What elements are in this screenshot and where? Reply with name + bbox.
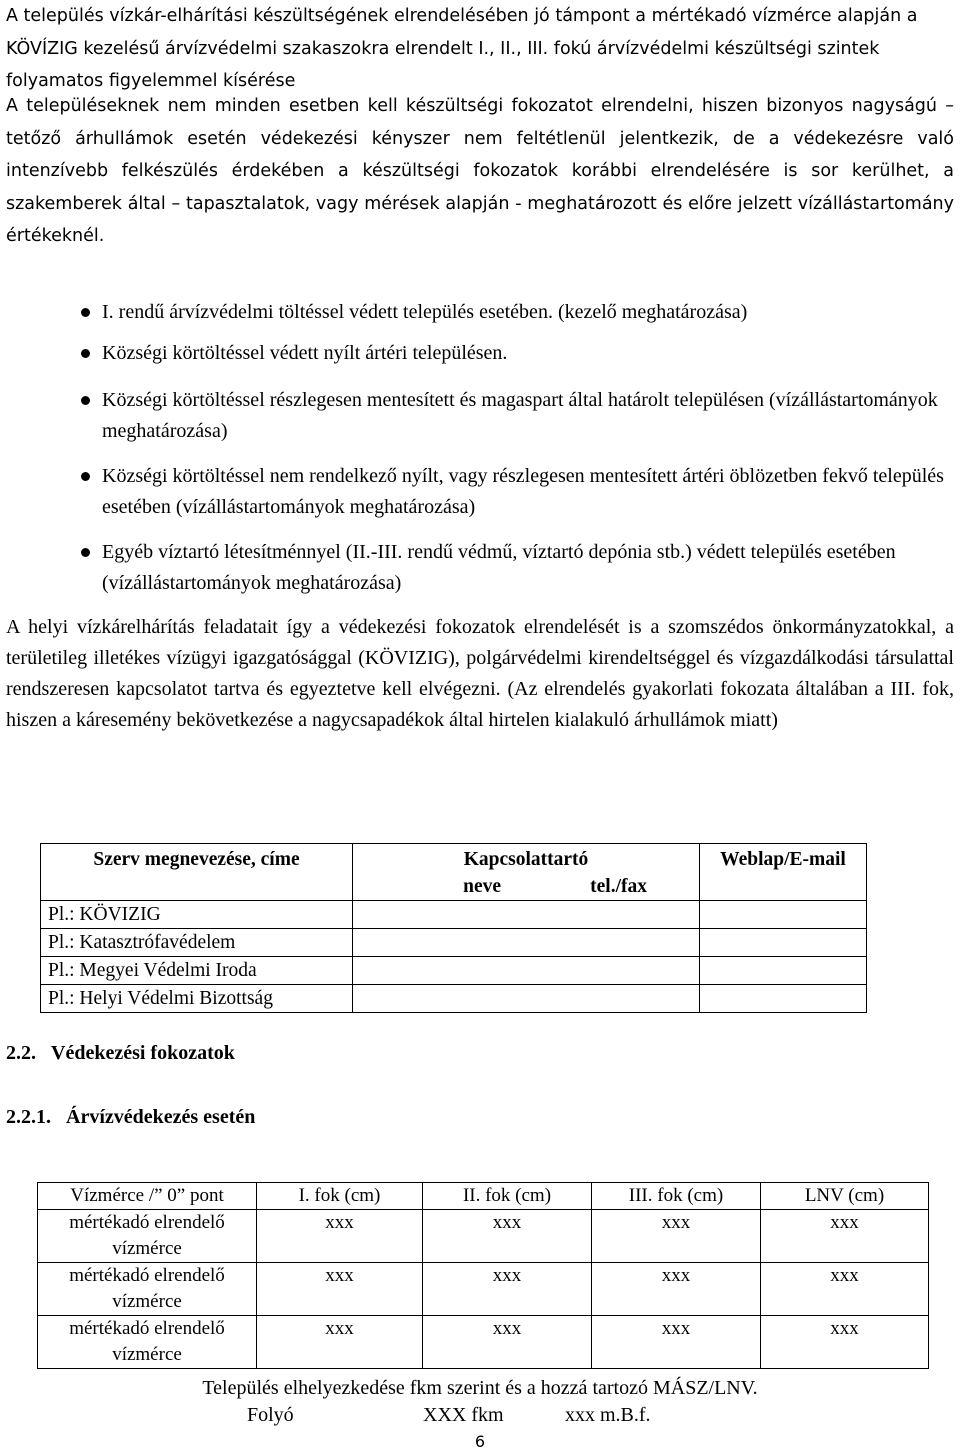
list-item: Községi körtöltéssel nem rendelkező nyílt, vagy részlegesen mentesített ártéri öblözetben fekvő település esetében (vízállástartományok meghatározása) xyxy=(78,461,954,522)
table-cell: xxx xyxy=(423,1210,592,1263)
contact-header-name: neve xyxy=(463,876,501,897)
table-header: III. fok (cm) xyxy=(592,1183,761,1210)
bullet-icon xyxy=(81,472,90,481)
table-cell: xxx xyxy=(257,1210,423,1263)
bullet-icon xyxy=(81,548,90,557)
table-header-org: Szerv megnevezése, címe xyxy=(41,844,353,901)
table-cell: Pl.: Helyi Védelmi Bizottság xyxy=(41,985,353,1013)
table-cell: xxx xyxy=(592,1316,761,1369)
table-cell xyxy=(353,985,700,1013)
table-cell xyxy=(700,901,867,929)
table-cell: Pl.: Katasztrófavédelem xyxy=(41,929,353,957)
list-item: I. rendű árvízvédelmi töltéssel védett település esetében. (kezelő meghatározása) xyxy=(78,297,954,328)
table-cell xyxy=(353,901,700,929)
footer-location-values xyxy=(0,1404,960,1430)
table-cell: xxx xyxy=(592,1263,761,1316)
table-cell: xxx xyxy=(423,1316,592,1369)
table-header: II. fok (cm) xyxy=(423,1183,592,1210)
fkm-value: XXX fkm xyxy=(423,1404,504,1426)
table-cell: xxx xyxy=(257,1263,423,1316)
table-cell: Pl.: KÖVIZIG xyxy=(41,901,353,929)
table-cell xyxy=(700,985,867,1013)
table-cell xyxy=(700,957,867,985)
table-header: Vízmérce /” 0” pont xyxy=(38,1183,257,1210)
table-row xyxy=(38,1263,929,1316)
footer-location-note: Település elhelyezkedése fkm szerint és a hozzá tartozó MÁSZ/LNV. xyxy=(202,1377,758,1399)
second-paragraph: A településeknek nem minden esetben kell készültségi fokozatot elrendelni, hiszen bizonyos nagyságú – tetőző árhullámok esetén védekezési kényszer nem feltétlenül jelentkezik, de a védekezésre való intenzívebb felkészülés érdekében a készültségi fokozatok korábbi elrendelésére is sor kerülhet, a szakemberek által – tapasztalatok, vagy mérések alapján - meghatározott és előre jelzett vízállástartomány értékeknél. xyxy=(6,96,954,246)
intro-paragraph: A település vízkár-elhárítási készültségének elrendelésében jó támpont a mértékadó vízmérce alapján a KÖVÍZIG kezelésű árvízvédelmi szakaszokra elrendelt I., II., III. fokú árvízvédelmi készültségi szintek folyamatos figyelemmel kísérése xyxy=(6,6,918,91)
contacts-table xyxy=(40,843,867,1013)
table-row xyxy=(38,1210,929,1263)
bullet-icon xyxy=(81,308,90,317)
table-row xyxy=(38,1316,929,1369)
river-label: Folyó xyxy=(247,1404,294,1426)
table-cell xyxy=(353,929,700,957)
contact-header-phone: tel./fax xyxy=(590,876,647,897)
table-header-contact xyxy=(353,844,700,901)
list-item: Községi körtöltéssel részlegesen mentesített és magaspart által határolt településen (vízállástartományok meghatározása) xyxy=(78,385,954,446)
bullet-icon xyxy=(81,349,90,358)
table-cell xyxy=(700,929,867,957)
section-heading-2-2: 2.2. Védekezési fokozatok xyxy=(6,1042,235,1064)
contact-header-title: Kapcsolattartó xyxy=(463,849,589,870)
table-cell: xxx xyxy=(761,1263,929,1316)
cooperation-paragraph: A helyi vízkárelhárítás feladatait így a védekezési fokozatok elrendelését is a szomszédos önkormányzatokkal, a területileg illetékes vízügyi igazgatósággal (KÖVIZIG), polgárvédelmi kirendeltséggel és vízgazdálkodási társulattal rendszeresen kapcsolatot tartva és egyeztetve kell elvégezni. (Az elrendelés gyakorlati fokozata általában a III. fok, hiszen a káresemény bekövetkezése a nagycsapadékok által hirtelen kialakuló árhullámok miatt) xyxy=(6,616,954,731)
section-heading-2-2-1: 2.2.1. Árvízvédekezés esetén xyxy=(6,1106,256,1128)
table-cell: xxx xyxy=(761,1210,929,1263)
table-cell: mértékadó elrendelő vízmérce xyxy=(38,1316,257,1369)
mbf-value: xxx m.B.f. xyxy=(565,1404,651,1426)
table-cell: mértékadó elrendelő vízmérce xyxy=(38,1210,257,1263)
table-cell: xxx xyxy=(761,1316,929,1369)
page-number: 6 xyxy=(474,1432,486,1451)
table-header: I. fok (cm) xyxy=(257,1183,423,1210)
table-cell: mértékadó elrendelő vízmérce xyxy=(38,1263,257,1316)
table-cell: xxx xyxy=(423,1263,592,1316)
list-item: Egyéb víztartó létesítménnyel (II.-III. rendű védmű, víztartó depónia stb.) védett település esetében (vízállástartományok meghatározása) xyxy=(78,537,954,598)
table-header-web: Weblap/E-mail xyxy=(700,844,867,901)
table-header: LNV (cm) xyxy=(761,1183,929,1210)
water-levels-table xyxy=(37,1182,929,1369)
table-cell: Pl.: Megyei Védelmi Iroda xyxy=(41,957,353,985)
list-item: Községi körtöltéssel védett nyílt ártéri településen. xyxy=(78,338,954,369)
bullet-icon xyxy=(81,396,90,405)
table-cell: xxx xyxy=(592,1210,761,1263)
table-cell xyxy=(353,957,700,985)
table-cell: xxx xyxy=(257,1316,423,1369)
